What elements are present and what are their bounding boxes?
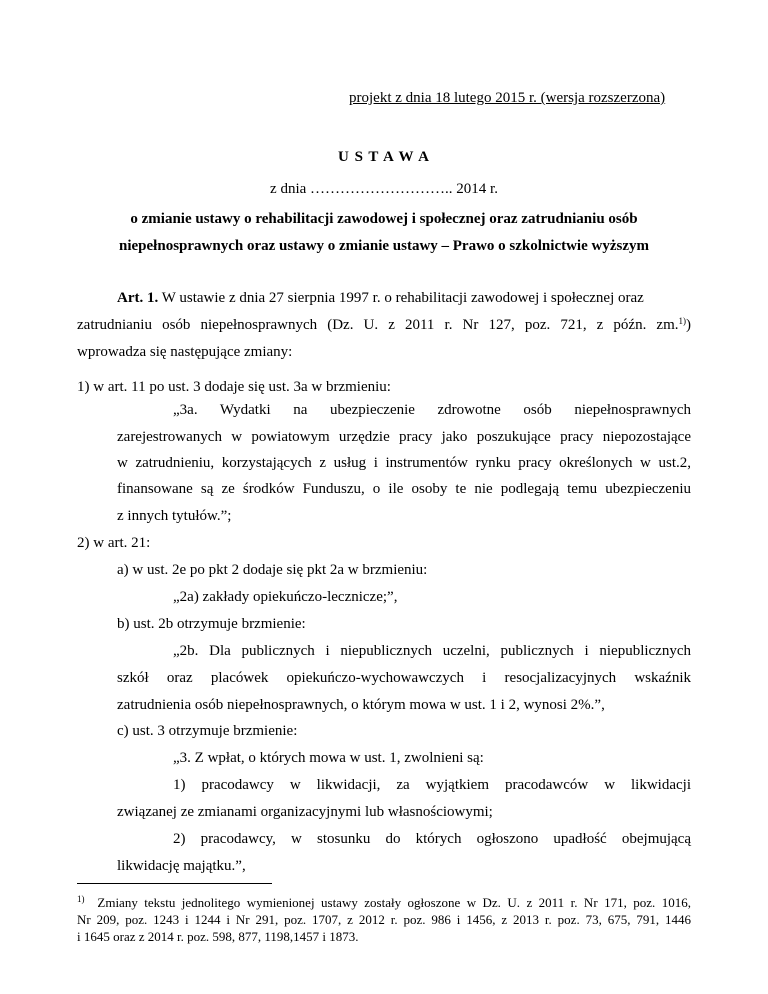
act-date: z dnia ……………………….. 2014 r. [270,181,498,197]
point1-line-1: „3a. Wydatki na ubezpieczenie zdrowotne osób niepełnosprawnych [173,402,691,418]
art1-line-1 [117,289,644,307]
act-type: U S T A W A [337,149,431,165]
act-title-line-2: niepełnosprawnych oraz ustawy o zmianie ustawy – Prawo o szkolnictwie wyższym [119,238,649,254]
point1-intro: 1) w art. 11 po ust. 3 dodaje się ust. 3a w brzmieniu: [77,379,391,395]
point2c-item2-line-2: likwidację majątku.”, [117,858,246,874]
point1-line-4: finansowane są ze środków Funduszu, o ile osoby te nie podlegają temu ubezpieczeniu [117,481,691,497]
point2c-item1-line-2: związanej ze zmianami organizacyjnymi lub własnościowymi; [117,804,493,820]
point2-intro: 2) w art. 21: [77,535,151,551]
point2c-line-1: „3. Z wpłat, o których mowa w ust. 1, zwolnieni są: [173,750,484,766]
point2c-item1-line-1: 1) pracodawcy w likwidacji, za wyjątkiem pracodawców w likwidacji [173,777,691,793]
point2b-line-3: zatrudnienia osób niepełnosprawnych, o którym mowa w ust. 1 i 2, wynosi 2%.”, [117,697,605,713]
point2a-intro: a) w ust. 2e po pkt 2 dodaje się pkt 2a w brzmieniu: [117,562,428,578]
footnote-marker: 1) [77,894,85,904]
art1-text-1: W ustawie z dnia 27 sierpnia 1997 r. o rehabilitacji zawodowej i społecznej oraz [161,290,644,306]
footnote-line-1: $^{1)}$ Zmiany tekstu jednolitego wymienionej ustawy zostały ogłoszone w Dz. U. z 2011 r. Nr 171, poz. 1016, [77,894,691,910]
point2c-intro: c) ust. 3 otrzymuje brzmienie: [117,723,298,739]
footnote-reference: 1) [678,316,686,326]
act-title-line-1: o zmianie ustawy o rehabilitacji zawodowej i społecznej oraz zatrudnianiu osób [130,211,638,227]
footnote-line-2: Nr 209, poz. 1243 i 1244 i Nr 291, poz. 1707, z 2012 r. poz. 986 i 1456, z 2013 r. poz. 73, 675, 791, 1446 [77,912,691,927]
point2b-line-1: „2b. Dla publicznych i niepublicznych uczelni, publicznych i niepublicznych [173,643,691,659]
footnote-line-3: i 1645 oraz z 2014 r. poz. 598, 877, 1198,1457 i 1873. [77,929,359,944]
header-note: projekt z dnia 18 lutego 2015 r. (wersja rozszerzona) [349,90,666,106]
point2c-item2-line-1: 2) pracodawcy, w stosunku do których ogłoszono upadłość obejmującą [173,831,691,847]
point2b-line-2: szkół oraz placówek opiekuńczo-wychowawczych i resocjalizacyjnych wskaźnik [117,670,691,686]
point1-line-3: w zatrudnieniu, korzystających z usług i instrumentów rynku pracy określonych w ust.2, [117,455,691,471]
art1-line-2: zatrudnianiu osób niepełnosprawnych (Dz. U. z 2011 r. Nr 127, poz. 721, z późn. zm.$^{1)}$) [77,316,691,333]
art1-label: Art. 1. [117,290,159,306]
point2b-intro: b) ust. 2b otrzymuje brzmienie: [117,616,306,632]
point2a-text: „2a) zakłady opiekuńczo-lecznicze;”, [173,589,398,605]
footnote-separator [77,883,272,884]
point1-line-2: zarejestrowanych w powiatowym urzędzie pracy jako poszukujące pracy niepozostające [117,429,691,445]
art1-line-3: wprowadza się następujące zmiany: [77,344,293,360]
point1-line-5: z innych tytułów.”; [117,508,232,524]
